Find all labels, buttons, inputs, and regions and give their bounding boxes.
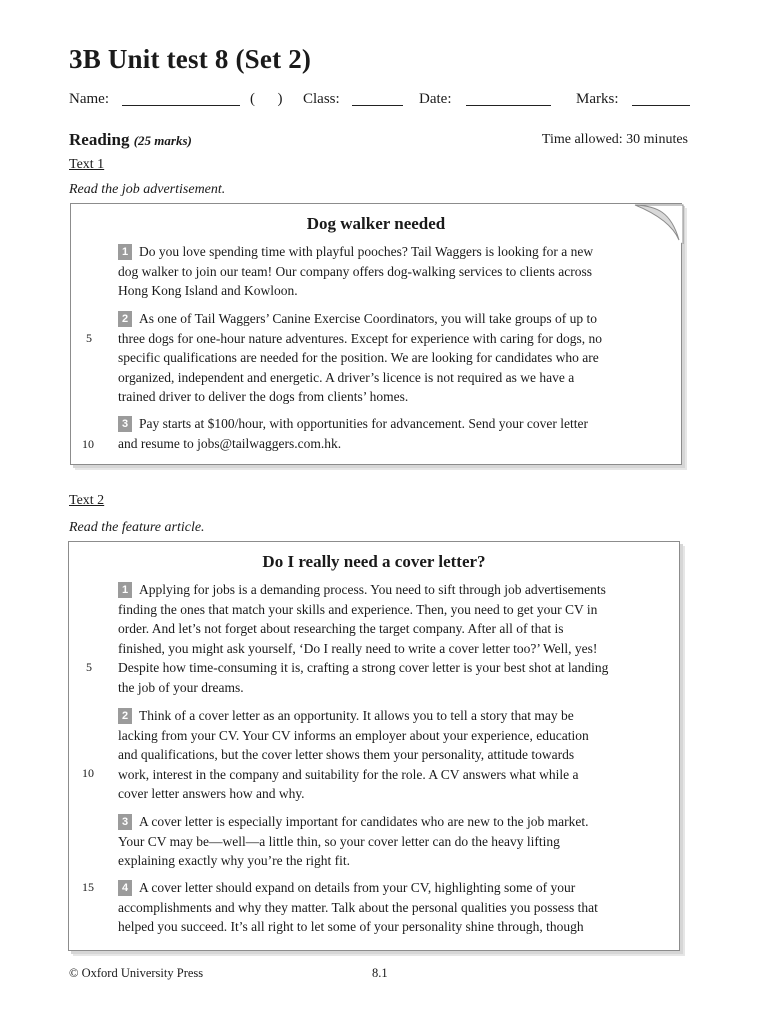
- text2-paragraph-4: [118, 878, 638, 937]
- line-number: 10: [82, 437, 94, 451]
- text-line: Your CV may be—well—a little thin, so your cover letter can do the heavy lifting: [118, 833, 560, 849]
- text-line: and qualifications, but the cover letter shows them your personality, attitude towards: [118, 747, 575, 762]
- line-number: 10: [82, 766, 94, 780]
- text-line: organized, independent and energetic. A driver’s licence is not required as we have a: [118, 369, 575, 385]
- text1-paragraph-2: [118, 309, 638, 407]
- text-line: explaining exactly why you’re the right fit.: [118, 853, 351, 868]
- paragraph-number: 4: [118, 880, 132, 896]
- text-line: finding the ones that match your skills and experience. Then, you need to get your CV in: [118, 601, 598, 617]
- text1-title: Dog walker needed: [306, 214, 446, 233]
- paragraph-number: 2: [118, 311, 132, 327]
- text-line: As one of Tail Waggers’ Canine Exercise Coordinators, you will take groups of up to: [139, 311, 597, 326]
- text1-label: Text 1: [69, 157, 105, 172]
- text-line: trained driver to deliver the dogs from clients’ homes.: [118, 389, 409, 404]
- paragraph-number: 3: [118, 416, 132, 432]
- reading-heading: [69, 130, 192, 150]
- text-line: helped you succeed. It’s all right to let some of your personality shine through, though: [118, 919, 584, 934]
- text1-paragraph-3: [118, 414, 638, 453]
- text2-paragraph-2: [118, 706, 638, 804]
- text-line: Do you love spending time with playful pooches? Tail Waggers is looking for a new: [139, 244, 594, 259]
- text-line: A cover letter is especially important for candidates who are new to the job market.: [139, 814, 589, 829]
- text-line: specific qualifications are needed for the position. We are looking for candidates who are: [118, 350, 599, 365]
- date-label: Date:: [419, 91, 452, 107]
- marks-field[interactable]: [632, 91, 690, 111]
- line-number: 15: [82, 880, 94, 894]
- text-line: Hong Kong Island and Kowloon.: [118, 283, 298, 298]
- paragraph-number: 1: [118, 244, 132, 260]
- text-line: cover letter answers how and why.: [118, 786, 305, 801]
- text-line: and resume to jobs@tailwaggers.com.hk.: [118, 435, 342, 451]
- name-field[interactable]: [122, 91, 240, 111]
- class-label: Class:: [303, 91, 340, 107]
- text2-label: Text 2: [69, 493, 105, 508]
- page-number: 8.1: [372, 966, 388, 980]
- reading-title: Reading: [69, 130, 130, 149]
- text-line: dog walker to join our team! Our company offers dog-walking services to clients across: [118, 263, 592, 279]
- line-number: 5: [86, 660, 92, 674]
- text-line: finished, you might ask yourself, ‘Do I really need to write a cover letter too?’ Well, yes!: [118, 640, 598, 656]
- text2-title: Do I really need a cover letter?: [262, 552, 486, 571]
- text-line: A cover letter should expand on details from your CV, highlighting some of your: [139, 880, 576, 895]
- name-label: Name:: [69, 91, 109, 107]
- paragraph-number: 3: [118, 814, 132, 830]
- page-title: 3B Unit test 8 (Set 2): [69, 44, 312, 74]
- marks-label: Marks:: [576, 91, 619, 107]
- paragraph-number: 1: [118, 582, 132, 598]
- text-line: accomplishments and why they matter. Talk about the personal qualities you possess that: [118, 899, 598, 915]
- date-field[interactable]: [466, 91, 551, 111]
- class-field[interactable]: [352, 91, 403, 111]
- student-info-row: [69, 91, 699, 111]
- text-line: Think of a cover letter as an opportunity. It allows you to tell a story that may be: [139, 708, 574, 723]
- text-line: order. And let’s not forget about researching the target company. After all of that is: [118, 621, 564, 636]
- text-line: work, interest in the company and suitability for the role. A CV answers what while a: [118, 766, 579, 782]
- line-number: 5: [86, 331, 92, 345]
- text-line: three dogs for one-hour nature adventures. Except for experience with caring for dogs, no: [118, 330, 602, 346]
- reading-marks: (25 marks): [133, 133, 192, 148]
- paragraph-number: 2: [118, 708, 132, 724]
- text-line: lacking from your CV. Your CV informs an employer about your experience, education: [118, 727, 589, 743]
- text2-instruction: Read the feature article.: [69, 520, 205, 535]
- text-line: the job of your dreams.: [118, 679, 244, 695]
- text-line: Despite how time-consuming it is, crafting a strong cover letter is your best shot at landing: [118, 660, 609, 675]
- text2-paragraph-1: [118, 580, 638, 697]
- publisher-credit: © Oxford University Press: [69, 966, 204, 980]
- time-allowed: Time allowed: 30 minutes: [541, 132, 688, 147]
- text-line: Applying for jobs is a demanding process. You need to sift through job advertisements: [139, 582, 606, 597]
- class-number-brackets: ( ): [250, 91, 283, 107]
- text1-paragraph-1: [118, 242, 638, 301]
- text-line: Pay starts at $100/hour, with opportunities for advancement. Send your cover letter: [139, 416, 588, 431]
- text2-paragraph-3: [118, 812, 638, 871]
- text1-instruction: Read the job advertisement.: [69, 182, 226, 197]
